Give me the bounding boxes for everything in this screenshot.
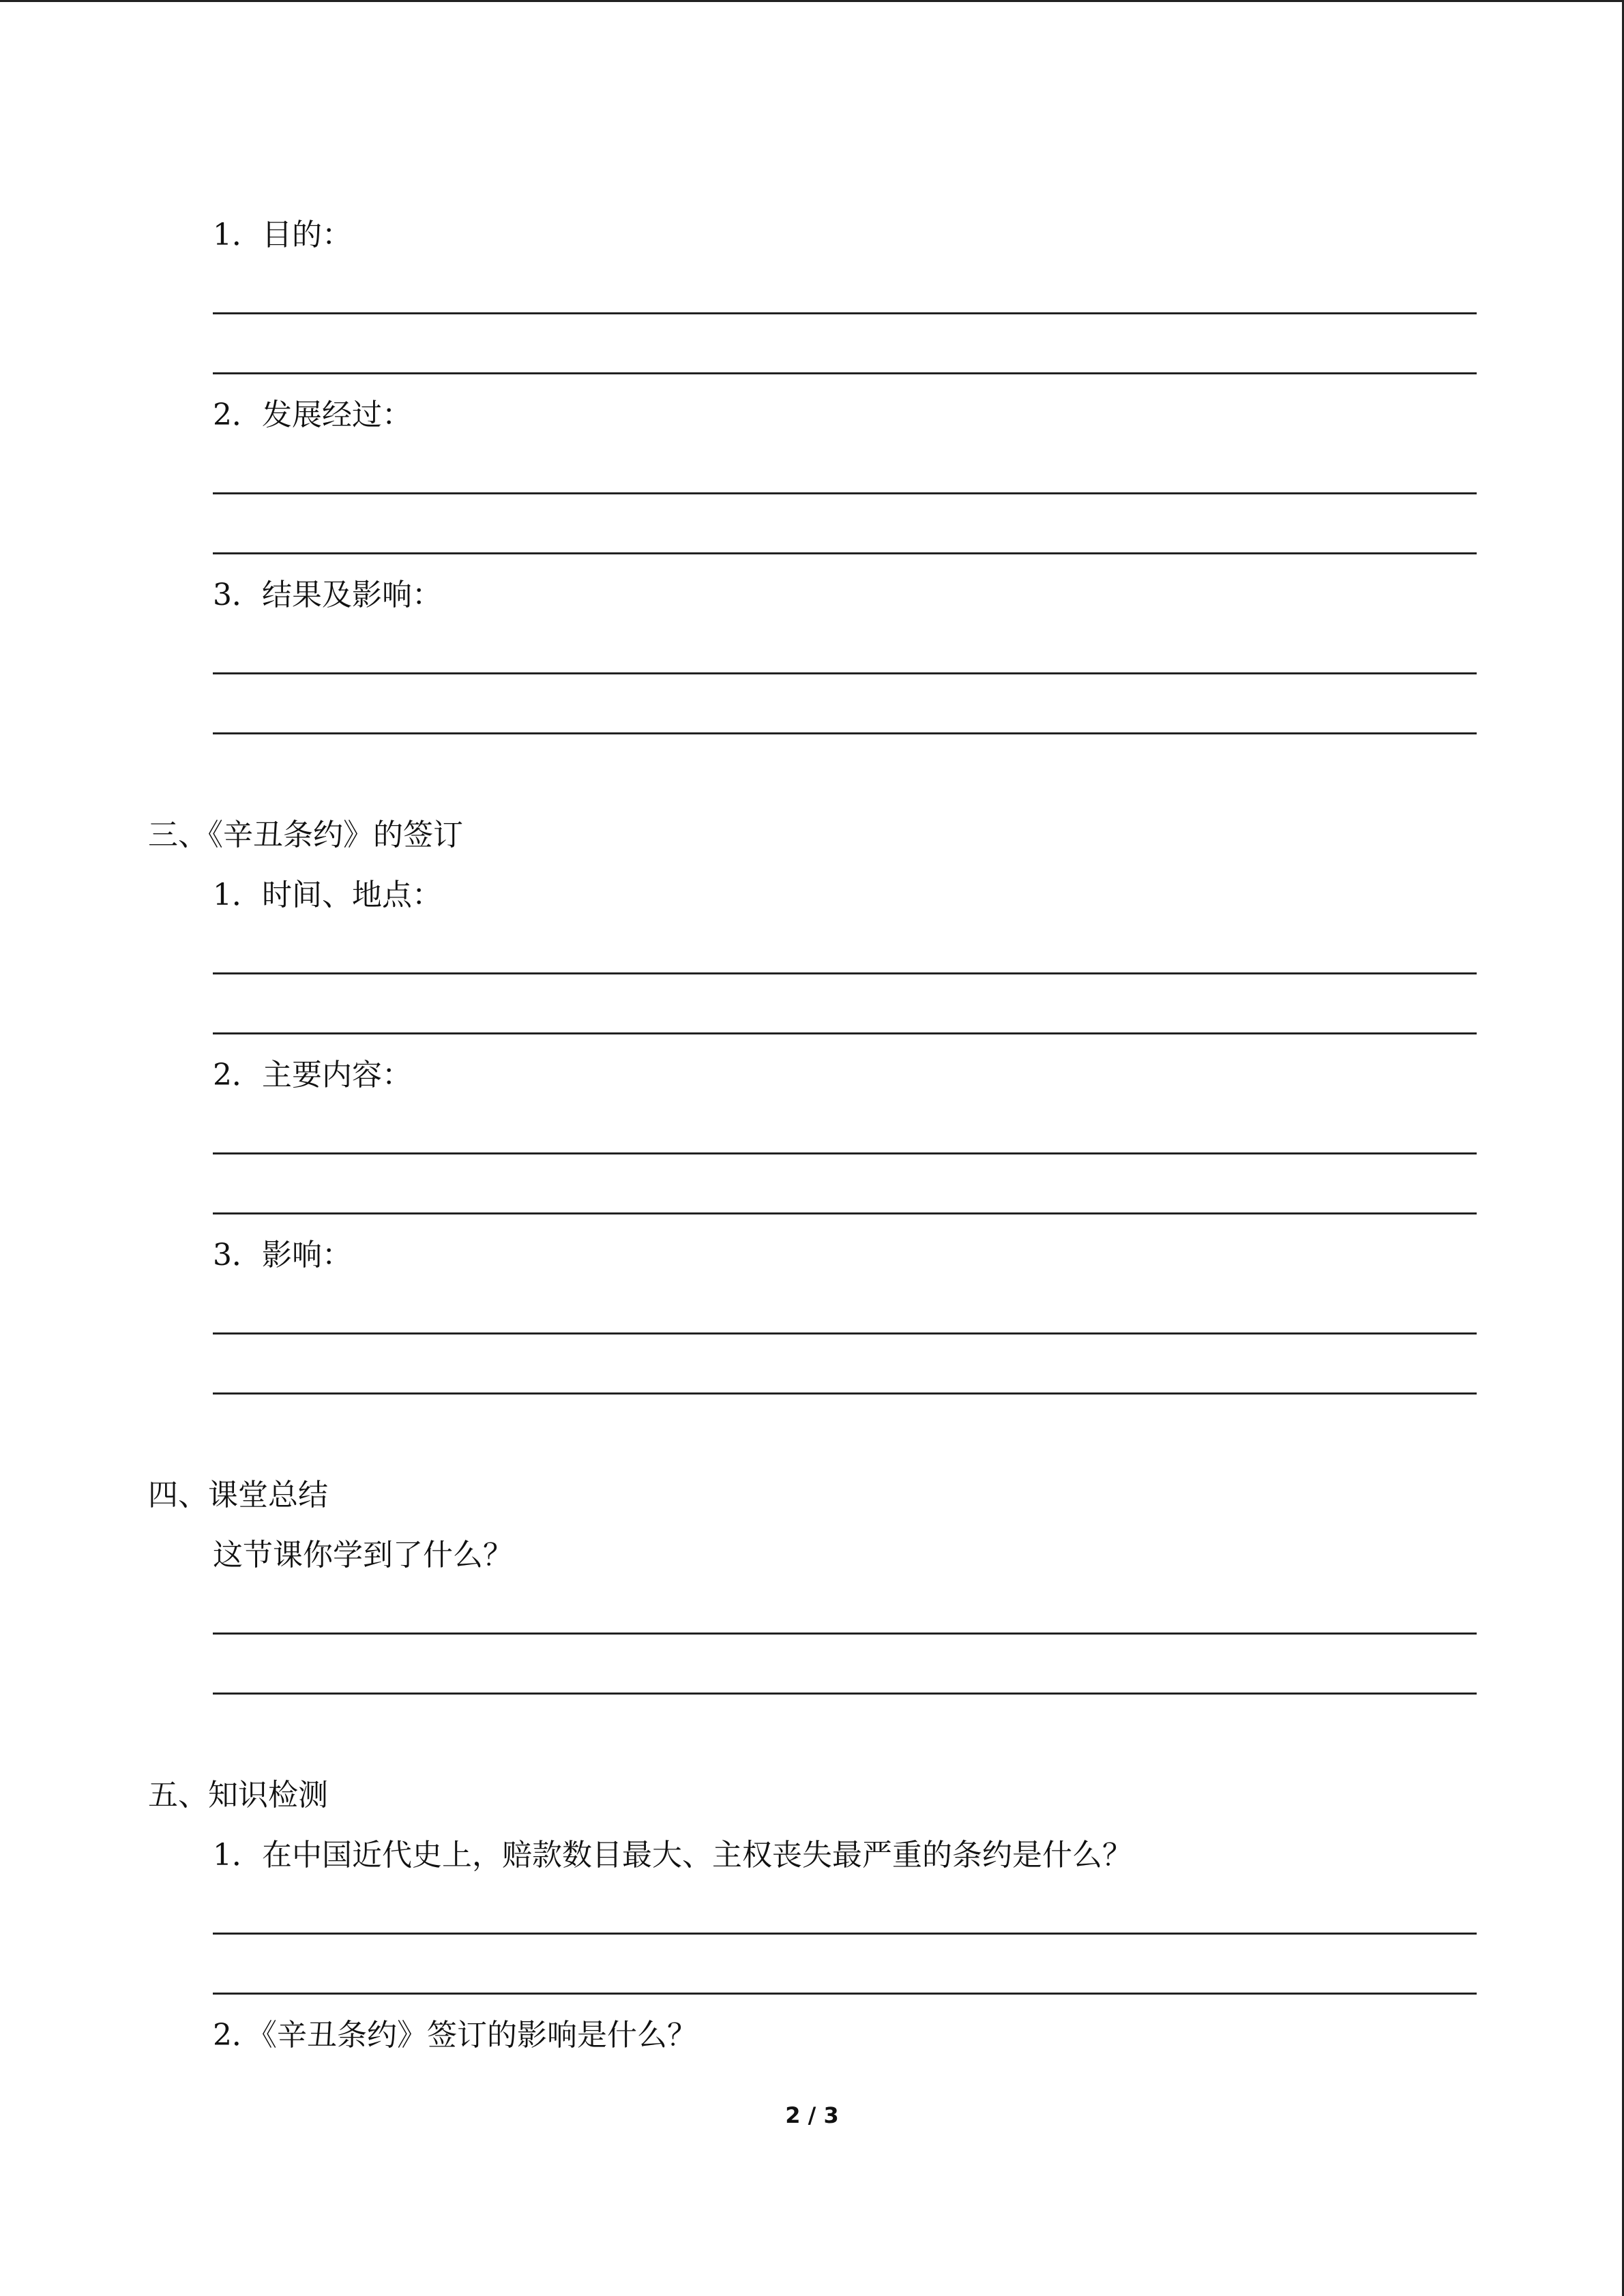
answer-line[interactable] <box>213 1933 1477 1935</box>
time-place-label: 1．时间、地点： <box>213 878 442 912</box>
answer-line[interactable] <box>213 1332 1477 1335</box>
content-label: 2．主要内容： <box>213 1058 412 1092</box>
purpose-label: 1．目的： <box>213 218 352 252</box>
answer-line[interactable] <box>213 672 1477 674</box>
answer-line[interactable] <box>213 552 1477 554</box>
answer-line[interactable] <box>213 492 1477 494</box>
answer-line[interactable] <box>213 1632 1477 1635</box>
page-number: 2 / 3 <box>785 2102 839 2128</box>
section-heading-quiz: 五、知识检测 <box>148 1778 328 1813</box>
answer-line[interactable] <box>213 1392 1477 1395</box>
quiz-question-1: 1．在中国近代史上，赔款数目最大、主权丧失最严重的条约是什么？ <box>213 1838 1132 1873</box>
answer-line[interactable] <box>213 312 1477 314</box>
section-heading-summary: 四、课堂总结 <box>148 1478 328 1512</box>
section-heading-treaty: 三、《辛丑条约》的签订 <box>148 818 463 852</box>
answer-line[interactable] <box>213 1032 1477 1034</box>
summary-prompt: 这节课你学到了什么？ <box>213 1538 513 1572</box>
result-label: 3．结果及影响： <box>213 578 442 612</box>
answer-line[interactable] <box>213 732 1477 734</box>
answer-line[interactable] <box>213 1152 1477 1154</box>
answer-line[interactable] <box>213 1212 1477 1214</box>
impact-label: 3．影响： <box>213 1238 352 1272</box>
answer-line[interactable] <box>213 972 1477 974</box>
quiz-question-2: 2．《辛丑条约》签订的影响是什么？ <box>213 2018 697 2053</box>
answer-line[interactable] <box>213 372 1477 374</box>
page-border-top <box>0 0 1624 2</box>
process-label: 2．发展经过： <box>213 398 412 432</box>
answer-line[interactable] <box>213 1693 1477 1695</box>
answer-line[interactable] <box>213 1993 1477 1995</box>
